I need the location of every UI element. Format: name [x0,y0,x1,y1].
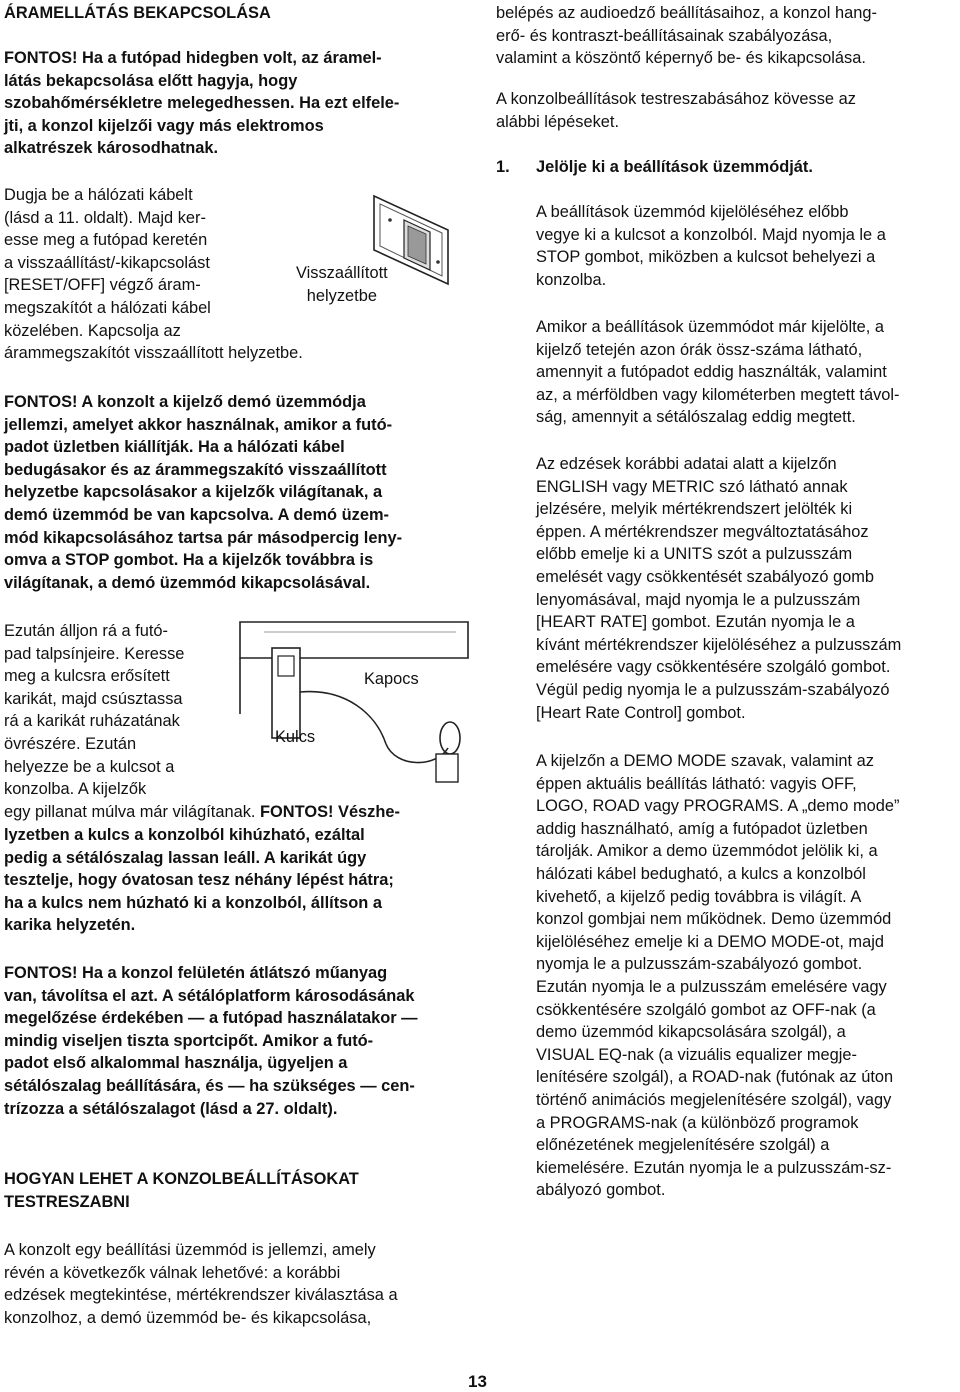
warning-cold: FONTOS! Ha a futópad hidegben volt, az áramel- látás bekapcsolása előtt hagyja, hogy szobahőmérsékletre melegedhessen. Ha ezt elfele- jti, a konzol kijelzői vagy más elektromos alkatrészek károsodhatnak. [4,49,400,158]
warning-demo-mode: FONTOS! A konzolt a kijelző demó üzemmódja jellemzi, amelyet akkor használnak, amikor a futó- padot üzletben kiállítják. Ha a hálózati kábel bedugásakor és az árammegszakító visszaállított helyzetbe kapcsolásakor a kijelzők világítanak, a demó üzemmód be van kapcsolva. A demó üzem- mód kikapcsolásához tartsa pár másodpercig leny- omva a STOP gombot. Ha a kijelzők továbbra is világítanak, a demó üzemmód kikapcsolásával. [4,393,403,592]
customize-intro: A konzolt egy beállítási üzemmód is jellemzi, amely révén a következők válnak lehetővé: a korábbi edzések megtekintése, mértékrendszer kiválasztása a konzolhoz, a demó üzemmód be- és kikapcsolása, [4,1241,398,1327]
warning-plastic-shoes: FONTOS! Ha a konzol felületén átlátszó műanyag van, távolítsa el azt. A sétálóplatform károsodásának megelőzése érdekében — a futópad használatakor — mindig viseljen tiszta sportcipőt. Amikor a futó- padot első alkalommal használja, ügyeljen a sétálószalag beállítására, és — ha szükséges — cen- trízozza a sétálószalagot (lásd a 27. oldalt). [4,964,418,1118]
step1-para-enter: A beállítások üzemmód kijelöléséhez előbb vegye ki a kulcsot a konzolból. Majd nyomja le a STOP gombot, miközben a kulcsot behelyezi a konzolba. [536,203,886,289]
customize-intro-cont: belépés az audioedző beállításaihoz, a konzol hang- erő- és kontraszt-beállításainak szabályozása, valamint a köszöntő képernyő be- és kikapcsolása. [496,4,877,68]
heading-customize: HOGYAN LEHET A KONZOLBEÁLLÍTÁSOKAT TESTRESZABNI [4,1170,359,1211]
key-text-cont: egy pillanat múlva már világítanak. [4,803,256,821]
heading-power-on: ÁRAMELLÁTÁS BEKAPCSOLÁSA [4,4,271,22]
step1-title: Jelölje ki a beállítások üzemmódját. [536,158,813,176]
key-warning: lyzetben a kulcs a konzolból kihúzható, ezáltal pedig a sétálószalag lassan leáll. A karikát úgy tesztelje, hogy óvatosan tesz néhány lépést hátra; ha a kulcs nem húzható ki a konzolból, állítson a karika helyzetén. [4,826,394,935]
step1-para-units: Az edzések korábbi adatai alatt a kijelzőn ENGLISH vagy METRIC szó látható annak jelzésére, melyik mértékrendszert jelölték ki éppen. A mértékrendszer megváltoztatásához előbb emelje ki a UNITS szót a pulzusszám emelését vagy csökkentését szabályozó gomb lenyomásával, majd nyomja le a pulzusszám [HEART RATE] gombot. Ezután nyomja le a kívánt mértékrendszer kijelöléséhez a pulzusszám emelésére vagy csökkentésére szolgáló gombot. Végül pedig nyomja le a pulzusszám-szabályozó [Heart Rate Control] gombot. [536,455,902,722]
key-warning-lead: FONTOS! Vészhe- [255,803,400,821]
key-instructions: Ezután álljon rá a futó- pad talpsínjeire. Keresse meg a kulcsra erősített karikát, majd csúsztassa rá a karikát ruházatának övrészére. Ezután helyezze be a kulcsot a konzolba. A kijelzők [4,622,185,799]
steps-intro: A konzolbeállítások testreszabásához kövesse az alábbi lépéseket. [496,90,856,131]
step1-para-demo: A kijelzőn a DEMO MODE szavak, valamint az éppen aktuális beállítás látható: vagyis OFF, LOGO, ROAD vagy PROGRAMS. A „demo mode” addig használható, amíg a futópadot üzletben tárolják. Amikor a demo üzemmódot jelölik ki, a hálózati kábel bedugható, a kulcs a konzolból kivehető, a kijelző pedig továbbra is világít. A konzol gombjai nem működnek. Demo üzemmód kijelöléséhez emelje ki a DEMO MODE-ot, majd nyomja le a pulzusszám-szabályozó gombot. Ezután nyomja le a pulzusszám emelésére vagy csökkentésére szolgáló gombot az OFF-nak (a demo üzemmód kikapcsolására szolgál), a VISUAL EQ-nak (a vizuális equalizer megje- lenítésére szolgál), a ROAD-nak (futónak az úton történő animációs megjelenítésére szolgál), vagy a PROGRAMS-nak (a különböző programok előnézetének megjelenítésére szolgál) a kiemelésére. Ezután nyomja le a pulzusszám-sz- abályozó gombot. [536,752,900,1200]
plug-in-instructions: Dugja be a hálózati kábelt (lásd a 11. oldalt). Majd ker- esse meg a futópad keretén a visszaállítást/-kikapcsolást [RESET/OFF] végző áram- megszakítót a hálózati kábel közelében. Kapcsolja az árammegszakítót visszaállított helyzetbe. [4,186,303,363]
page-number: 13 [468,1372,487,1391]
step1-number: 1. [496,158,510,176]
key-clip-illustration [236,618,472,788]
clip-label: Kapocs [364,670,419,688]
key-label: Kulcs [275,728,316,746]
key-instructions-cont [4,801,474,824]
step1-para-totals: Amikor a beállítások üzemmódot már kijelölte, a kijelző tetején azon órák össz-száma látható, amennyit a futópadot eddig használták, valamint az, a mérföldben vagy kilométerben megtett távol- ság, amennyit a sétálószalag eddig megtett. [536,318,900,427]
reset-position-label: Visszaállított helyzetbe [296,264,388,305]
